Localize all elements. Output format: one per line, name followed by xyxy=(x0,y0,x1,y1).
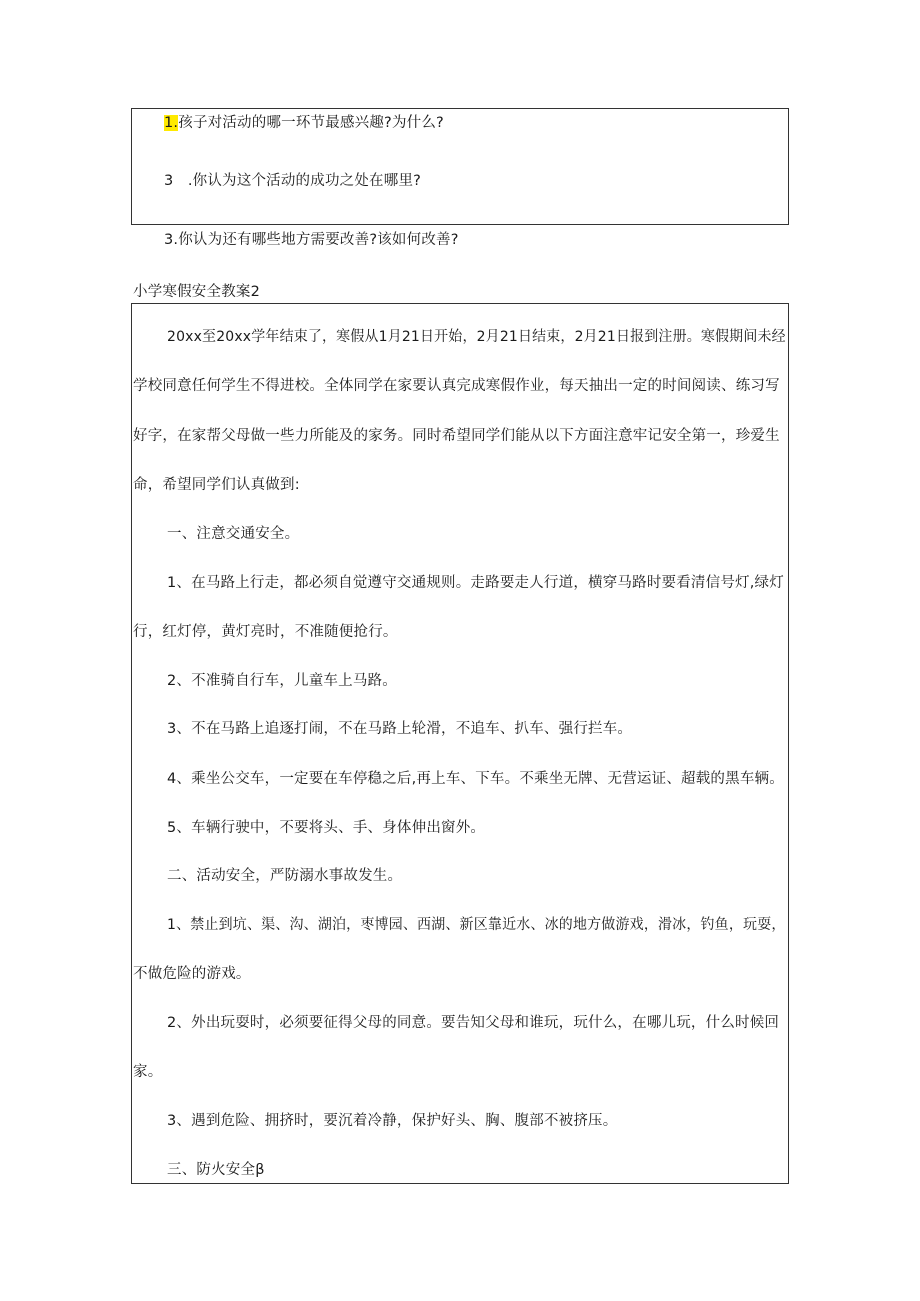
body-line: 命，希望同学们认真做到: xyxy=(133,477,300,493)
body-line: 好字，在家帮父母做一些力所能及的家务。同时希望同学们能从以下方面注意牢记安全第一，珍爱生 xyxy=(133,428,780,444)
body-line: 1、禁止到坑、渠、沟、湖泊，枣博园、西湖、新区靠近水、冰的地方做游戏，滑冰，钓鱼，玩耍， xyxy=(167,917,786,933)
body-line: 2、外出玩耍时，必须要征得父母的同意。要告知父母和谁玩，玩什么，在哪儿玩，什么时候回 xyxy=(167,1015,780,1031)
question-text: 孩子对活动的哪一环节最感兴趣?为什么? xyxy=(178,115,444,131)
reflection-question-3: 3.你认为还有哪些地方需要改善?该如何改善? xyxy=(164,232,459,248)
body-line: 3、遇到危险、拥挤时，要沉着冷静，保护好头、胸、腹部不被挤压。 xyxy=(167,1113,618,1129)
body-line: 不做危险的游戏。 xyxy=(133,966,251,982)
body-line: 一、注意交通安全。 xyxy=(167,526,300,542)
body-line: 3、不在马路上追逐打闹，不在马路上轮滑，不追车、扒车、强行拦车。 xyxy=(167,721,633,737)
body-line: 二、活动安全，严防溺水事故发生。 xyxy=(167,868,403,884)
highlighted-number: 1. xyxy=(164,115,179,131)
body-line: 三、防火安全β xyxy=(167,1162,265,1178)
body-line: 2、不准骑自行车，儿童车上马路。 xyxy=(167,673,397,689)
reflection-question-2: 3 .你认为这个活动的成功之处在哪里? xyxy=(164,173,422,189)
body-line: 家。 xyxy=(133,1064,163,1080)
body-line: 4、乘坐公交车，一定要在车停稳之后,再上车、下车。不乘坐无牌、无营运证、超载的黑车辆。 xyxy=(167,771,784,787)
reflection-question-1 xyxy=(164,113,444,133)
section-title: 小学寒假安全教案2 xyxy=(133,284,261,300)
body-line: 学校同意任何学生不得进校。全体同学在家要认真完成寒假作业，每天抽出一定的时间阅读、练习写 xyxy=(133,378,780,394)
body-line: 行，红灯停，黄灯亮时，不准随便抢行。 xyxy=(133,624,398,640)
body-line: 1、在马路上行走，都必须自觉遵守交通规则。走路要走人行道，横穿马路时要看清信号灯,绿灯 xyxy=(167,575,784,591)
body-line: 20xx至20xx学年结束了，寒假从1月21日开始，2月21日结束，2月21日报到注册。寒假期间未经 xyxy=(167,329,786,345)
body-line: 5、车辆行驶中，不要将头、手、身体伸出窗外。 xyxy=(167,820,486,836)
